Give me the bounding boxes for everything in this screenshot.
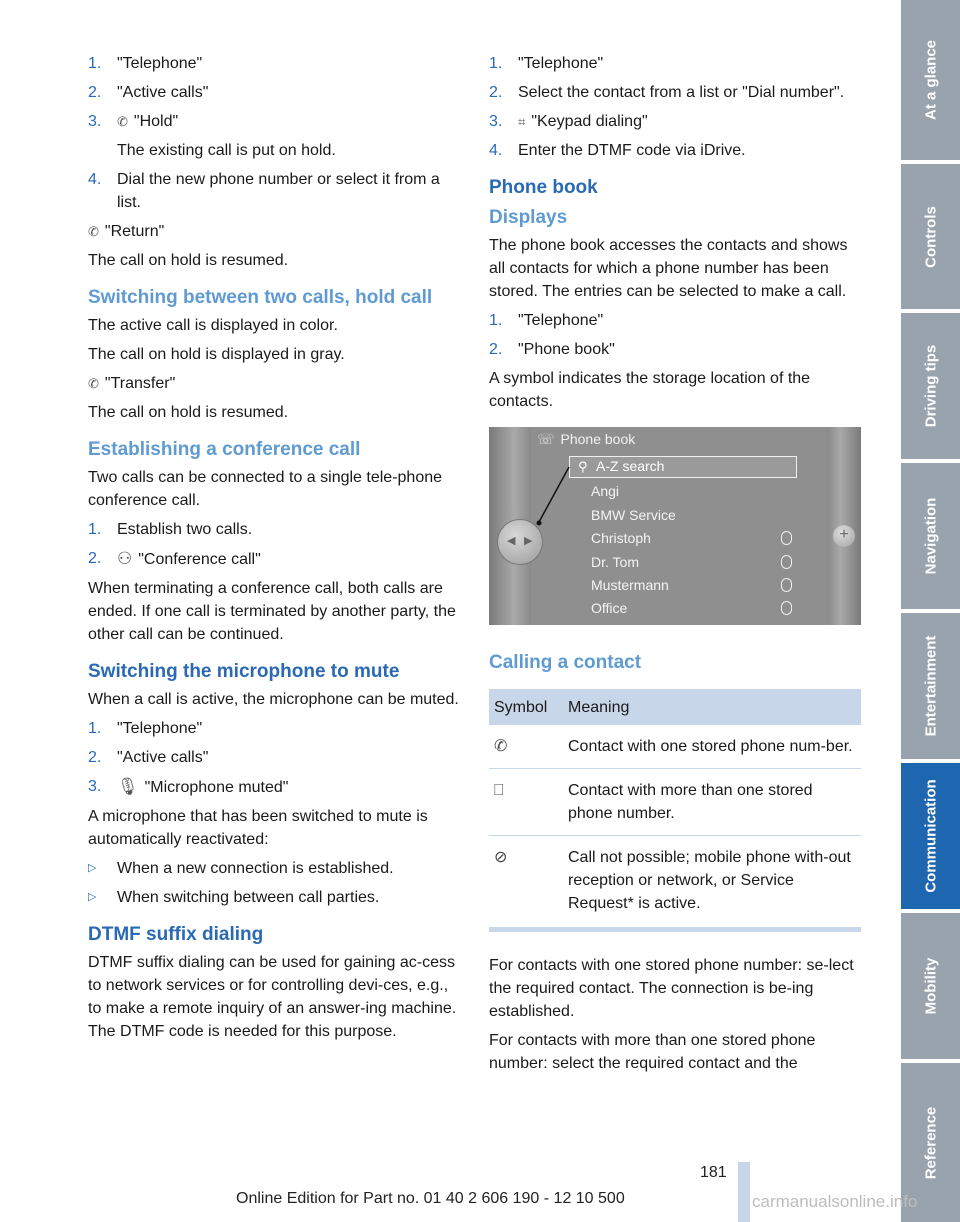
conf-step-1: 1. Establish two calls. bbox=[88, 518, 460, 541]
switch-heading: Switching between two calls, hold call bbox=[88, 287, 433, 308]
step-text: "Telephone" bbox=[518, 312, 604, 329]
step-text: "Active calls" bbox=[117, 84, 209, 101]
call-not-possible-icon: ⊘ bbox=[489, 836, 563, 930]
tab-driving-tips[interactable]: Driving tips bbox=[901, 313, 960, 459]
step-text: "Telephone" bbox=[117, 720, 203, 737]
table-cell: Contact with more than one stored phone number. bbox=[563, 769, 861, 836]
triangle-bullet-icon: ▷ bbox=[88, 862, 97, 874]
step-text: "Phone book" bbox=[518, 341, 615, 358]
step-text: "Hold" bbox=[133, 113, 179, 130]
phone-book-icon: ☏ bbox=[537, 431, 555, 447]
left-column bbox=[88, 52, 460, 1049]
transfer-line: ✆ "Transfer" bbox=[88, 372, 460, 395]
mute-heading: Switching the microphone to mute bbox=[88, 661, 400, 682]
table-header: Symbol bbox=[489, 689, 563, 725]
conf-step-2: 2. ⚇ "Conference call" bbox=[88, 549, 261, 568]
mute-bullet-1: ▷ When a new connection is established. bbox=[88, 857, 460, 880]
calling-heading: Calling a contact bbox=[489, 652, 642, 673]
keypad-icon: ⌗ bbox=[518, 114, 526, 129]
after-text-1: For contacts with one stored phone number: se-lect the required contact. The connection is be-ing established. bbox=[489, 957, 854, 1020]
displays-heading: Displays bbox=[489, 207, 568, 228]
multiple-numbers-icon: ⎕ bbox=[489, 769, 563, 836]
step-text: Establish two calls. bbox=[117, 521, 253, 538]
screen-entry: Office bbox=[591, 600, 628, 616]
dtmf-text: DTMF suffix dialing can be used for gaining ac-cess to network services or for controlling devi-ces, e.g., to make a remote inquiry of an answer-ing machine. The DTMF code is needed for this purpose. bbox=[88, 954, 457, 1040]
search-icon: ⚲ bbox=[578, 459, 588, 474]
dtmf-step-3: 3. ⌗ "Keypad dialing" bbox=[489, 110, 861, 133]
mute-step-3: 3. 🎙 "Microphone muted" bbox=[88, 777, 289, 796]
page-number: 181 bbox=[700, 1164, 727, 1181]
dtmf-step-4: 4. Enter the DTMF code via iDrive. bbox=[489, 139, 861, 162]
screen-entry: Christoph bbox=[591, 530, 651, 546]
tab-mobility[interactable]: Mobility bbox=[901, 913, 960, 1059]
switch-p2: The call on hold is displayed in gray. bbox=[88, 346, 345, 363]
step-text: "Telephone" bbox=[117, 55, 203, 72]
mute-step-2: 2. "Active calls" bbox=[88, 746, 460, 769]
tab-reference[interactable]: Reference bbox=[901, 1063, 960, 1222]
tab-at-a-glance[interactable]: At a glance bbox=[901, 0, 960, 160]
right-column bbox=[489, 52, 861, 1081]
footer-text: Online Edition for Part no. 01 40 2 606 190 - 12 10 500 bbox=[236, 1190, 625, 1207]
displays-step-1: 1. "Telephone" bbox=[489, 309, 861, 332]
displays-text: The phone book accesses the contacts and shows all contacts for which a phone number has been stored. The entries can be selected to make a call. bbox=[489, 237, 848, 300]
mute-bullet-2: ▷ When switching between call parties. bbox=[88, 886, 460, 909]
table-cell: Contact with one stored phone num-ber. bbox=[563, 725, 861, 769]
watermark: carmanualsonline.info bbox=[752, 1192, 918, 1211]
step-2: 2. "Active calls" bbox=[88, 81, 460, 104]
step-text: Dial the new phone number or select it from a list. bbox=[117, 171, 440, 211]
table-row bbox=[489, 836, 861, 930]
table-header-row bbox=[489, 689, 861, 725]
step-3: 3. ✆ "Hold" bbox=[88, 110, 460, 133]
return-note: The call on hold is resumed. bbox=[88, 252, 289, 269]
return-phone-icon: ✆ bbox=[88, 224, 99, 239]
callout-line bbox=[489, 427, 861, 625]
tab-navigation[interactable]: Navigation bbox=[901, 463, 960, 609]
symbol-table bbox=[489, 689, 861, 932]
step-text: "Telephone" bbox=[518, 55, 604, 72]
tab-entertainment[interactable]: Entertainment bbox=[901, 613, 960, 759]
step-text: Select the contact from a list or "Dial number". bbox=[518, 84, 845, 101]
table-row bbox=[489, 769, 861, 836]
tab-communication[interactable]: Communication bbox=[901, 763, 960, 909]
after-text-2: For contacts with more than one stored phone number: select the required contact and the bbox=[489, 1032, 816, 1072]
step-1: 1. "Telephone" bbox=[88, 52, 460, 75]
tab-controls[interactable]: Controls bbox=[901, 164, 960, 309]
arrow-left-icon: ◀ bbox=[507, 535, 516, 547]
table-row bbox=[489, 725, 861, 769]
step-text: "Conference call" bbox=[138, 551, 261, 568]
step-text: "Microphone muted" bbox=[144, 779, 289, 796]
step-text: Enter the DTMF code via iDrive. bbox=[518, 142, 746, 159]
conference-heading: Establishing a conference call bbox=[88, 439, 361, 460]
step-text: "Keypad dialing" bbox=[531, 113, 648, 130]
mute-step-1: 1. "Telephone" bbox=[88, 717, 460, 740]
single-number-icon: ✆ bbox=[489, 725, 563, 769]
conference-call-icon: ⚇ bbox=[117, 549, 133, 568]
screen-entry: Mustermann bbox=[591, 577, 669, 593]
page-number-bar bbox=[738, 1162, 750, 1222]
screen-search: ⚲ A-Z search bbox=[569, 456, 797, 478]
mute-note: A microphone that has been switched to mute is automatically reactivated: bbox=[88, 808, 428, 848]
mute-intro: When a call is active, the microphone can be muted. bbox=[88, 691, 459, 708]
dtmf-heading: DTMF suffix dialing bbox=[88, 924, 264, 945]
symbol-note: A symbol indicates the storage location of the contacts. bbox=[489, 370, 811, 410]
hold-phone-icon: ✆ bbox=[117, 114, 128, 129]
screen-entry: Angi bbox=[591, 483, 620, 499]
screen-header: ☏ Phone book bbox=[537, 431, 636, 447]
conference-note: When terminating a conference call, both calls are ended. If one call is terminated by another party, the other call can be continued. bbox=[88, 580, 456, 643]
screen-entry: Dr. Tom bbox=[591, 554, 639, 570]
transfer-note: The call on hold is resumed. bbox=[88, 404, 289, 421]
table-cell: Call not possible; mobile phone with-out reception or network, or Service Request* is active. bbox=[563, 836, 861, 930]
screen-entry: BMW Service bbox=[591, 507, 676, 523]
transfer-phone-icon: ✆ bbox=[88, 376, 99, 391]
plus-icon: + bbox=[833, 525, 855, 547]
return-line: ✆ "Return" bbox=[88, 220, 460, 243]
microphone-muted-icon: 🎙 bbox=[117, 777, 139, 796]
displays-step-2: 2. "Phone book" bbox=[489, 338, 861, 361]
dtmf-step-1: 1. "Telephone" bbox=[489, 52, 861, 75]
dtmf-step-2: 2. Select the contact from a list or "Dial number". bbox=[489, 81, 861, 104]
step-text: "Active calls" bbox=[117, 749, 209, 766]
phonebook-heading: Phone book bbox=[489, 177, 598, 198]
step-4: 4. Dial the new phone number or select it from a list. bbox=[88, 168, 460, 214]
arrow-right-icon: ▶ bbox=[524, 535, 533, 547]
conference-intro: Two calls can be connected to a single tele-phone conference call. bbox=[88, 469, 443, 509]
table-header: Meaning bbox=[563, 689, 861, 725]
phone-book-screenshot bbox=[489, 427, 861, 625]
triangle-bullet-icon: ▷ bbox=[88, 891, 97, 903]
hold-note: The existing call is put on hold. bbox=[117, 142, 336, 159]
switch-p1: The active call is displayed in color. bbox=[88, 317, 338, 334]
chapter-tabs bbox=[901, 0, 960, 1222]
